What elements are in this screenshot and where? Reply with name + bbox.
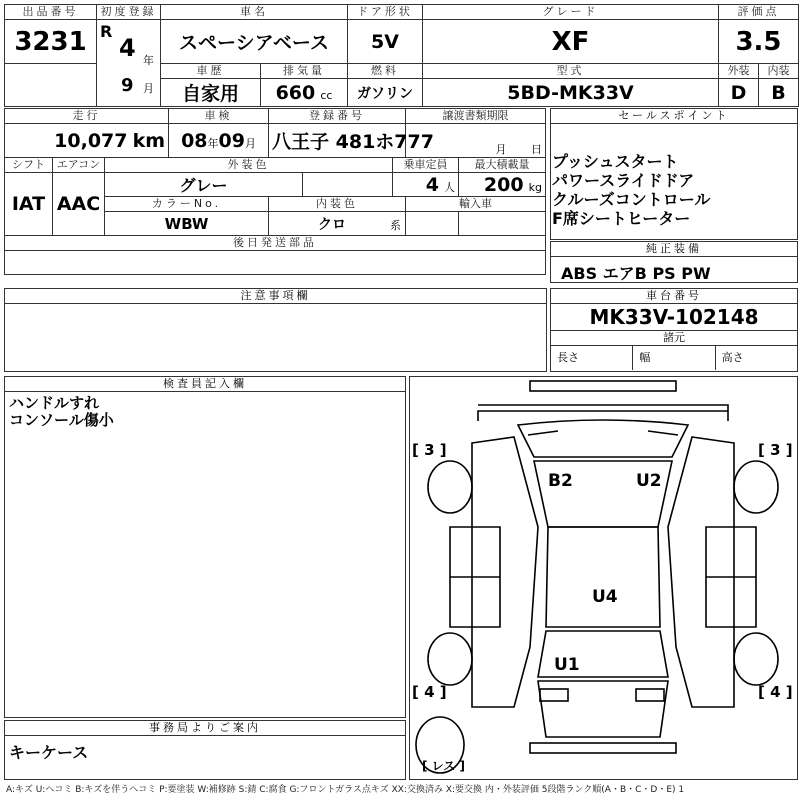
int-score: B <box>759 79 799 107</box>
transfer-deadline: 月 日 <box>406 124 546 158</box>
tire-front-left <box>428 461 472 513</box>
lot-number: 3231 <box>5 20 97 64</box>
int-color-label: 内装色 <box>269 197 406 212</box>
inspector-box <box>4 376 406 718</box>
fuel: ガソリン <box>348 79 423 107</box>
sales-point: パワースライドドア <box>552 171 695 190</box>
interior-color: クロ 系 <box>269 212 406 236</box>
color-label: 外装色 <box>105 158 393 173</box>
model-label: 車名 <box>161 5 348 20</box>
spec-width: 幅 <box>633 346 715 370</box>
sales-points-label: セールスポイント <box>551 109 797 124</box>
car-diagram-box <box>409 376 798 780</box>
insp-month: 09 <box>218 129 245 152</box>
spec-row <box>551 346 797 370</box>
fuel-label: 燃料 <box>348 64 423 79</box>
max-load: 200 <box>483 173 524 196</box>
door-type: 5V <box>348 20 423 64</box>
caution-label: 注意事項欄 <box>5 289 546 304</box>
body-color: グレー <box>105 173 303 197</box>
inspector-note: ハンドルすれ <box>9 394 100 412</box>
chassis-number: MK33V-102148 <box>551 304 797 331</box>
shift: IAT <box>5 173 53 236</box>
displacement-label: 排気量 <box>261 64 348 79</box>
capacity-label: 乗車定員 <box>393 158 459 173</box>
inspector-notes <box>5 392 405 429</box>
front-panel <box>478 405 728 421</box>
sales-point: プッシュスタート <box>552 152 679 171</box>
tire-rating-fl: [ 3 ] <box>412 441 447 459</box>
plate-number: 八王子 481ホ777 <box>269 124 406 158</box>
equipment: ABS エアB PS PW <box>561 264 711 283</box>
tire-rear-left <box>428 633 472 685</box>
headlights <box>528 431 678 435</box>
era: R <box>100 22 113 41</box>
reg-year: 4 <box>119 34 136 62</box>
damage-mark: B2 <box>548 471 573 491</box>
color-no-label: カラーNo. <box>105 197 269 212</box>
sales-point: クルーズコントロール <box>552 190 711 209</box>
load-label: 最大積載量 <box>459 158 546 173</box>
first-registration: R 4 年 9 月 <box>97 20 161 107</box>
mileage-label: 走行 <box>5 109 169 124</box>
model-type: 5BD-MK33V <box>423 79 719 107</box>
inspection-label: 車検 <box>169 109 269 124</box>
ac-label: エアコン <box>53 158 105 173</box>
sales-point: F席シートヒーター <box>552 209 691 228</box>
lot-label: 出品番号 <box>5 5 97 20</box>
spec-label: 諸元 <box>551 331 797 346</box>
score-label: 評価点 <box>719 5 799 20</box>
caution-box <box>4 288 547 372</box>
rear-light-right <box>636 689 664 701</box>
tire-front-right <box>734 461 778 513</box>
header-table: 出品番号 初度登録 車名 ドア形状 グレード 評価点 3231 R 4 年 9 月 スペーシアベース 5V XF 3.5 車歴 排気量 燃料 型式 外装 内装 自家用 660 cc ガソリン 5BD-MK33V D B <box>4 4 799 107</box>
equipment-label: 純正装備 <box>551 242 797 257</box>
damage-mark: U1 <box>554 655 580 675</box>
later-parts-label: 後日発送部品 <box>5 236 546 251</box>
left-side-body <box>472 437 538 707</box>
history-label: 車歴 <box>161 64 261 79</box>
sales-points-box <box>550 108 798 240</box>
history: 自家用 <box>161 79 261 107</box>
vehicle-table: 走行 車検 登録番号 譲渡書類期限 10,077 km 08年09月 八王子 481ホ777 月 日 シフト エアコン 外装色 乗車定員 最大積載量 IAT AAC グレー 4 人 200 kg カラーNo. 内装色 輸入車 WBW クロ 系 後日発送部品 <box>4 108 546 275</box>
right-side-body <box>668 437 734 707</box>
grade-label: グレード <box>423 5 719 20</box>
ext-label: 外装 <box>719 64 759 79</box>
score: 3.5 <box>719 20 799 64</box>
spec-height: 高さ <box>721 351 744 364</box>
color-no: WBW <box>105 212 269 236</box>
equipment-box <box>550 241 798 283</box>
rear-light-left <box>540 689 568 701</box>
type-label: 型式 <box>423 64 719 79</box>
displacement: 660 <box>275 81 316 104</box>
office-box <box>4 720 406 780</box>
hood <box>518 420 688 457</box>
spec-length: 長さ <box>551 346 633 370</box>
sales-points-list <box>551 124 797 228</box>
capacity: 4 <box>425 173 439 196</box>
car-diagram <box>410 377 797 779</box>
plate-label: 登録番号 <box>269 109 406 124</box>
grade: XF <box>423 20 719 64</box>
chassis-label: 車台番号 <box>551 289 797 304</box>
spare-tire-rating: [ レス ] <box>422 759 465 773</box>
mileage: 10,077 <box>54 129 128 152</box>
model-name: スペーシアベース <box>161 20 348 64</box>
tire-rating-rr: [ 4 ] <box>758 683 793 701</box>
damage-mark: U2 <box>636 471 662 491</box>
reg-month: 9 <box>121 75 134 96</box>
front-bumper <box>530 381 676 391</box>
tire-rear-right <box>734 633 778 685</box>
later-parts <box>5 251 546 275</box>
door-label: ドア形状 <box>348 5 423 20</box>
chassis-box <box>550 288 798 372</box>
aircon: AAC <box>53 173 105 236</box>
shift-label: シフト <box>5 158 53 173</box>
tire-rating-rl: [ 4 ] <box>412 683 447 701</box>
rear-bumper <box>530 743 676 753</box>
roof <box>546 527 660 627</box>
first-reg-label: 初度登録 <box>97 5 161 20</box>
inspector-note: コンソール傷小 <box>9 411 114 429</box>
inspector-label: 検査員記入欄 <box>5 377 405 392</box>
office-note: キーケース <box>9 743 89 762</box>
transfer-label: 譲渡書類期限 <box>406 109 546 124</box>
int-label: 内装 <box>759 64 799 79</box>
damage-mark: U4 <box>592 587 618 607</box>
tire-rating-fr: [ 3 ] <box>758 441 793 459</box>
insp-year: 08 <box>181 129 208 152</box>
ext-score: D <box>719 79 759 107</box>
legend: A:キズ U:ヘコミ B:キズを伴うヘコミ P:要塗装 W:補修跡 S:錆 C:腐食 G:フロントガラス点キズ XX:交換済み X:要交換 内・外装評価 5段階ランク順(A・B・C・D・E) 1 <box>6 785 685 795</box>
import-label: 輸入車 <box>406 197 546 212</box>
office-label: 事務局よりご案内 <box>5 721 405 736</box>
